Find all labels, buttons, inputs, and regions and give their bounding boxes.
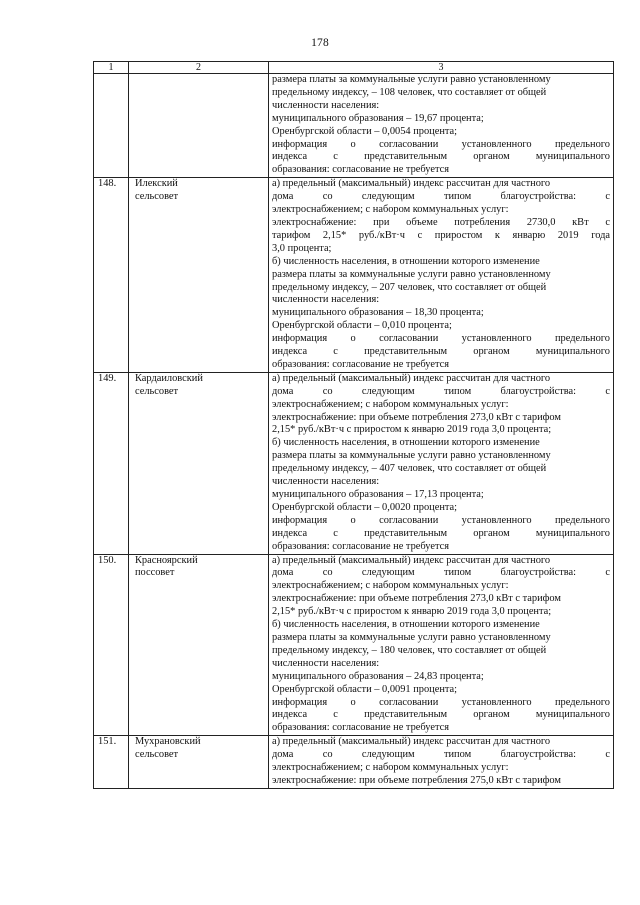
description-line: образования: согласование не требуется	[272, 358, 450, 370]
municipal-index-table	[93, 61, 614, 789]
description-line: численности населения:	[272, 294, 380, 306]
description-line: дома со следующим типом благоустройства: с	[272, 749, 610, 761]
description-line: б) численность населения, в отношении которого изменение	[272, 255, 540, 267]
description-line: предельному индексу, – 180 человек, что составляет от общей	[272, 644, 547, 656]
description-line: индекса с представительным органом муниципального	[272, 709, 610, 721]
description-line: электроснабжением; с набором коммунальных услуг:	[272, 204, 509, 216]
description-line: индекса с представительным органом муниципального	[272, 346, 610, 358]
description-line: численности населения:	[272, 657, 380, 669]
description-line: численности населения:	[272, 476, 380, 488]
index-description-cell	[269, 74, 614, 178]
municipality-name-line: Кардаиловский	[135, 372, 203, 384]
description-line: численности населения:	[272, 99, 380, 111]
description-line: индекса с представительным органом муниципального	[272, 527, 610, 539]
description-line: образования: согласование не требуется	[272, 722, 450, 734]
description-line: Оренбургской области – 0,0091 процента;	[272, 683, 458, 695]
municipality-name-line: сельсовет	[135, 749, 179, 761]
description-line: муниципального образования – 18,30 процента;	[272, 307, 484, 319]
index-description-cell	[269, 372, 614, 554]
description-line: а) предельный (максимальный) индекс рассчитан для частного	[272, 736, 551, 748]
description-line: б) численность населения, в отношении которого изменение	[272, 619, 540, 631]
municipality-name-line: Мухрановский	[135, 736, 201, 748]
municipality-name-cell	[129, 372, 269, 554]
table-row	[94, 372, 614, 554]
index-description-cell	[269, 736, 614, 789]
municipality-name-line: поссовет	[135, 567, 175, 579]
municipality-name-cell	[129, 554, 269, 736]
description-line: 2,15* руб./кВт·ч с приростом к январю 2019 года 3,0 процента;	[272, 606, 552, 618]
municipality-name-cell	[129, 178, 269, 373]
description-line: а) предельный (максимальный) индекс рассчитан для частного	[272, 554, 551, 566]
description-line: электроснабжение: при объеме потребления 273,0 кВт с тарифом	[272, 593, 561, 605]
row-number: 151.	[94, 736, 129, 789]
municipality-name-line: сельсовет	[135, 191, 179, 203]
description-line: б) численность населения, в отношении которого изменение	[272, 437, 540, 449]
header-col-name: 2	[129, 62, 269, 74]
description-line: информация о согласовании установленного предельного	[272, 514, 610, 526]
description-line: 3,0 процента;	[272, 242, 332, 254]
description-line: муниципального образования – 19,67 процента;	[272, 112, 484, 124]
table-row	[94, 178, 614, 373]
row-number	[94, 74, 129, 178]
description-line: муниципального образования – 17,13 процента;	[272, 489, 484, 500]
index-description-cell	[269, 554, 614, 736]
description-line: электроснабжением; с набором коммунальных услуг:	[272, 580, 509, 592]
page-number: 178	[311, 37, 329, 49]
municipality-name-line: Красноярский	[135, 554, 198, 566]
description-line: информация о согласовании установленного предельного	[272, 696, 610, 708]
description-line: размера платы за коммунальные услуги равно установленному	[272, 74, 551, 85]
municipality-name-cell	[129, 74, 269, 178]
description-line: Оренбургской области – 0,010 процента;	[272, 320, 452, 332]
description-line: информация о согласовании установленного предельного	[272, 333, 610, 345]
description-line: размера платы за коммунальные услуги равно установленному	[272, 450, 551, 462]
table-header-row	[94, 62, 614, 74]
description-line: предельному индексу, – 407 человек, что составляет от общей	[272, 463, 547, 475]
description-line: электроснабжением; с набором коммунальных услуг:	[272, 762, 509, 774]
table-row	[94, 74, 614, 178]
description-line: предельному индексу, – 207 человек, что составляет от общей	[272, 281, 547, 293]
description-line: а) предельный (максимальный) индекс рассчитан для частного	[272, 178, 551, 190]
description-line: дома со следующим типом благоустройства: с	[272, 191, 610, 203]
description-line: а) предельный (максимальный) индекс рассчитан для частного	[272, 372, 551, 384]
row-number: 148.	[94, 178, 129, 373]
description-line: размера платы за коммунальные услуги равно установленному	[272, 268, 551, 280]
description-line: электроснабжение: при объеме потребления 273,0 кВт с тарифом	[272, 411, 561, 423]
municipality-name-line: Илекский	[135, 178, 178, 190]
description-line: муниципального образования – 24,83 процента;	[272, 670, 484, 682]
description-line: образования: согласование не требуется	[272, 164, 450, 176]
description-line: размера платы за коммунальные услуги равно установленному	[272, 631, 551, 643]
header-col-description: 3	[269, 62, 614, 74]
header-col-number: 1	[94, 62, 129, 74]
description-line: дома со следующим типом благоустройства: с	[272, 567, 610, 579]
municipality-name-line: сельсовет	[135, 385, 179, 397]
description-line: образования: согласование не требуется	[272, 540, 450, 552]
table-row	[94, 554, 614, 736]
description-line: дома со следующим типом благоустройства: с	[272, 385, 610, 397]
description-line: электроснабжение: при объеме потребления 275,0 кВт с тарифом	[272, 774, 561, 786]
index-description-cell	[269, 178, 614, 373]
description-line: информация о согласовании установленного предельного	[272, 138, 610, 150]
municipality-name-cell	[129, 736, 269, 789]
table-row	[94, 736, 614, 789]
row-number: 150.	[94, 554, 129, 736]
description-line: Оренбургской области – 0,0020 процента;	[272, 501, 458, 513]
description-line: 2,15* руб./кВт·ч с приростом к январю 2019 года 3,0 процента;	[272, 424, 552, 436]
description-line: электроснабжение: при объеме потребления 2730,0 кВт с	[272, 216, 610, 228]
description-line: индекса с представительным органом муниципального	[272, 151, 610, 163]
description-line: электроснабжением; с набором коммунальных услуг:	[272, 398, 509, 410]
row-number: 149.	[94, 372, 129, 554]
description-line: Оренбургской области – 0,0054 процента;	[272, 125, 458, 137]
description-line: предельному индексу, – 108 человек, что составляет от общей	[272, 86, 547, 98]
description-line: тарифом 2,15* руб./кВт·ч с приростом к январю 2019 года	[272, 229, 610, 241]
